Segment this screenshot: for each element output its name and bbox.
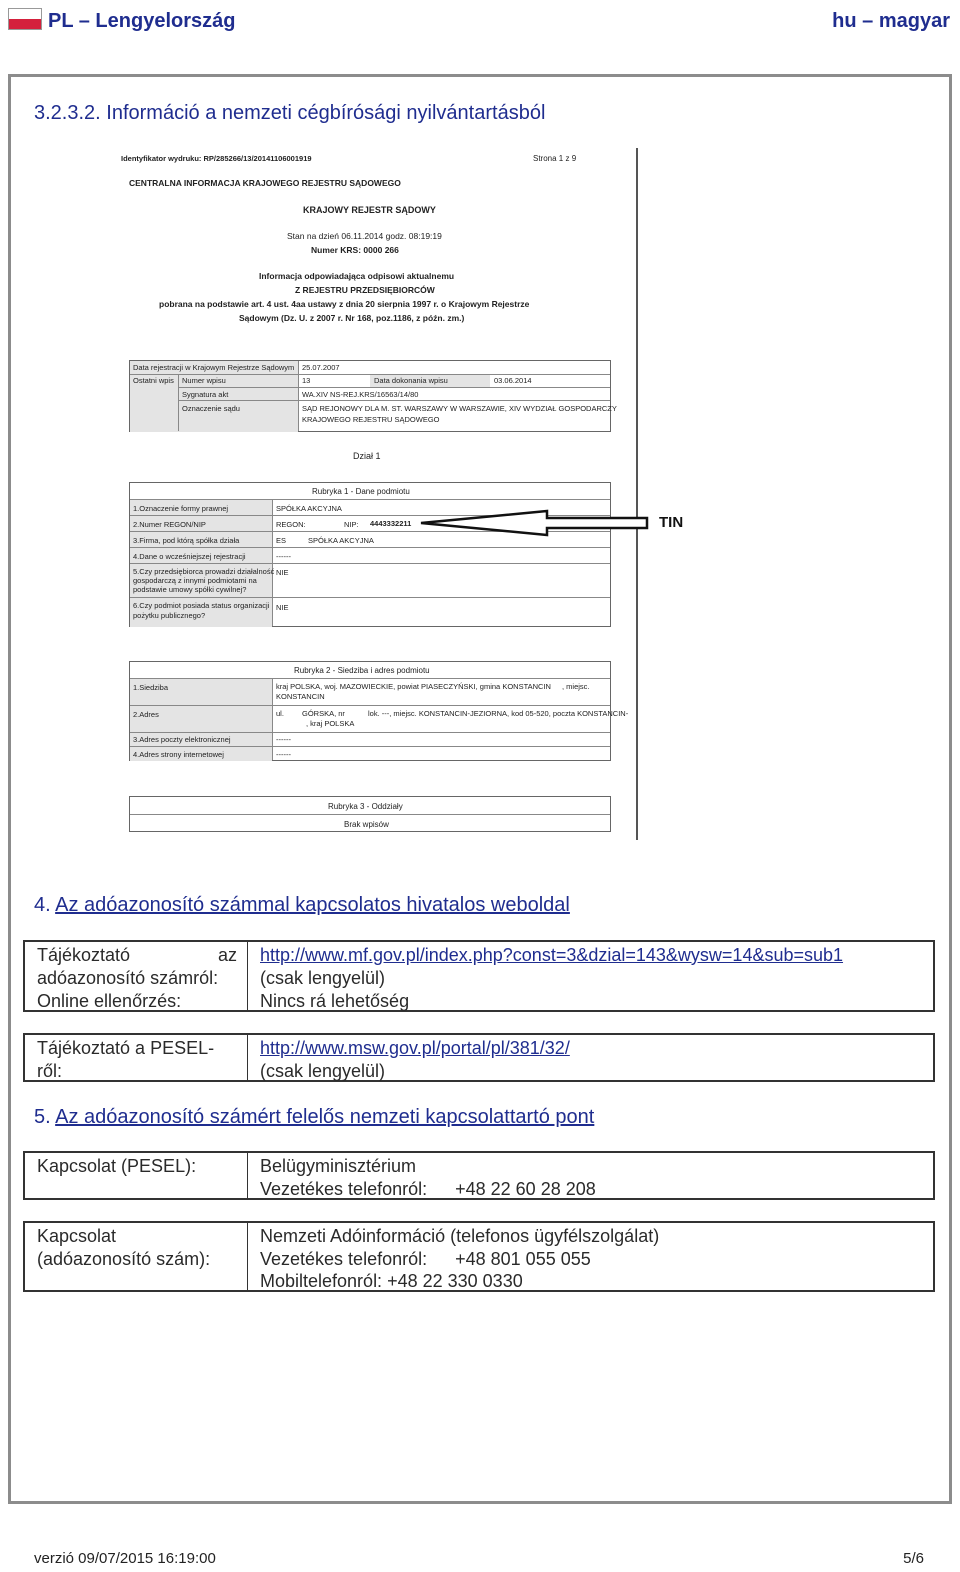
scan-org: CENTRALNA INFORMACJA KRAJOWEGO REJESTRU SĄDOWEGO: [129, 178, 401, 188]
scan-info-2: Z REJESTRU PRZEDSIĘBIORCÓW: [295, 285, 435, 295]
section-3-heading: 3.2.3.2. Információ a nemzeti cégbírósági nyilvántartásból: [34, 102, 546, 124]
tax-id-info-box: Tájékoztató az adóazonosító számról: Online ellenőrzés: http://www.mf.gov.pl/index.php?const=3&dzial=143&wysw=14&sub=sub1 (csak lengyelül) Nincs rá lehetőség: [23, 940, 935, 1012]
tax-id-landline-phone: +48 801 055 055: [455, 1249, 591, 1269]
footer-page-number: 5/6: [903, 1550, 924, 1567]
scan-registration-table: Data rejestracji w Krajowym Rejestrze Sądowym 25.07.2007 Ostatni wpis Numer wpisu 13 Data dokonania wpisu 03.06.2014 Sygnatura akt WA.XIV NS-REJ.KRS/16563/14/80 Oznaczenie sądu SĄD REJONOWY DLA M. ST. WARSZAWY W WARSZAWIE, XIV WYDZIAŁ GOSPODARCZY KRAJOWEGO REJESTRU SĄDOWEGO: [129, 360, 611, 432]
scan-rubryka-2: Rubryka 2 - Siedziba i adres podmiotu 1.Siedziba kraj POLSKA, woj. MAZOWIECKIE, powiat PIASECZYŃSKI, gmina KONSTANCIN , miejsc. KONSTANCIN 2.Adres ul. GÓRSKA, nr lok. ---, miejsc. KONSTANCIN-JEZIORNA, kod 05-520, poczta KONSTANCIN- , kraj POLSKA 3.Adres poczty elektronicznej ------ 4.Adres strony internetowej ------: [129, 661, 611, 761]
msw-gov-link[interactable]: http://www.msw.gov.pl/portal/pl/381/32/: [260, 1038, 570, 1058]
country-title: PL – Lengyelország: [48, 10, 236, 32]
page-header: [0, 0, 960, 44]
scan-dzial: Dział 1: [353, 451, 381, 461]
scan-state: Stan na dzień 06.11.2014 godz. 08:19:19: [287, 231, 442, 241]
mf-gov-link[interactable]: http://www.mf.gov.pl/index.php?const=3&dzial=143&wysw=14&sub=sub1: [260, 945, 844, 965]
pesel-contact-box: Kapcsolat (PESEL): Belügyminisztérium Vezetékes telefonról: +48 22 60 28 208: [23, 1151, 935, 1200]
tin-arrow-icon: [419, 508, 655, 538]
footer-version: verzió 09/07/2015 16:19:00: [34, 1550, 216, 1567]
krs-scan-image: [107, 148, 700, 840]
tax-id-contact-box: Kapcsolat (adóazonosító szám): Nemzeti Adóinformáció (telefonos ügyfélszolgálat) Vezetékes telefonról: +48 801 055 055 Mobiltelefonról: +48 22 330 0330: [23, 1221, 935, 1292]
section-5-heading: 5. Az adóazonosító számért felelős nemzeti kapcsolattartó pont: [34, 1106, 595, 1128]
scan-page: Strona 1 z 9: [533, 154, 577, 163]
tax-id-mobile-phone: +48 22 330 0330: [387, 1271, 523, 1291]
section-4-heading: 4. Az adóazonosító számmal kapcsolatos hivatalos weboldal: [34, 894, 570, 916]
online-check-value: Nincs rá lehetőség: [260, 991, 410, 1011]
scan-register: KRAJOWY REJESTR SĄDOWY: [303, 205, 436, 215]
pesel-phone: +48 22 60 28 208: [455, 1179, 596, 1199]
tin-label: TIN: [659, 514, 684, 531]
scan-id-line: Identyfikator wydruku: RP/285266/13/20141106001919: [121, 154, 312, 163]
scan-krs-number: Numer KRS: 0000 266: [311, 245, 399, 255]
scan-rubryka-1: Rubryka 1 - Dane podmiotu 1.Oznaczenie formy prawnej SPÓŁKA AKCYJNA 2.Numer REGON/NIP REGON: NIP: 4443332211 3.Firma, pod którą spółka działa ES SPÓŁKA AKCYJNA 4.Dane o wcześniejszej rejestracji ------ 5.Czy przedsiębiorca prowadzi działalność gospodarczą z innymi podmiotami na podstawie umowy spółki cywilnej? NIE 6.Czy podmiot posiada status organizacji pożytku publicznego? NIE: [129, 482, 611, 627]
scan-info-3: pobrana na podstawie art. 4 ust. 4aa ustawy z dnia 20 sierpnia 1997 r. o Krajowym Rejestrze: [159, 299, 530, 309]
section-4-title: Az adóazonosító számmal kapcsolatos hivatalos weboldal: [55, 894, 570, 916]
scan-info-1: Informacja odpowiadająca odpisowi aktualnemu: [259, 271, 455, 281]
scan-rubryka-3: Rubryka 3 - Oddziały Brak wpisów: [129, 796, 611, 832]
scan-nip-value: 4443332211: [370, 519, 412, 528]
scan-info-4: Sądowym (Dz. U. z 2007 r. Nr 168, poz.1186, z późn. zm.): [239, 313, 465, 323]
poland-flag-icon: [8, 8, 42, 30]
language-title: hu – magyar: [832, 10, 950, 32]
section-5-title: Az adóazonosító számért felelős nemzeti kapcsolattartó pont: [55, 1106, 595, 1128]
pesel-info-box: Tájékoztató a PESEL- ről: http://www.msw.gov.pl/portal/pl/381/32/ (csak lengyelül): [23, 1033, 935, 1082]
